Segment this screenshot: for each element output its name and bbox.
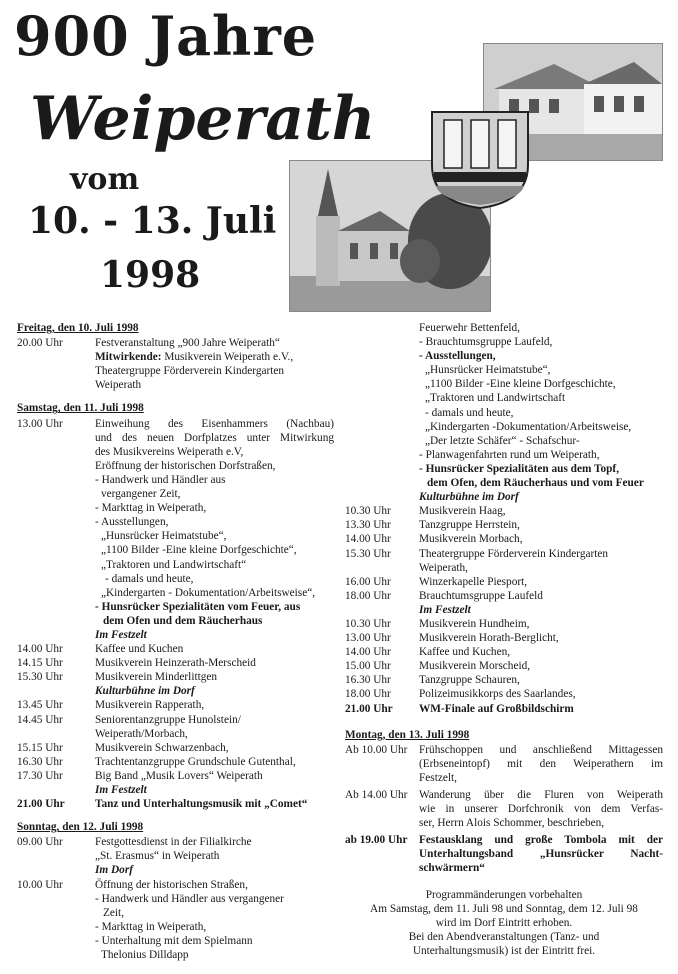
location-label: Im Festzelt xyxy=(95,784,147,796)
footer-note: Am Samstag, dem 11. Juli 98 und Sonntag, dem 12. Juli 98 xyxy=(370,902,638,915)
event-desc: Tanzgruppe Herrstein, xyxy=(419,519,520,532)
event-desc: - Unterhaltung mit dem Spielmann xyxy=(95,934,253,947)
event-desc: „Traktoren und Landwirtschaft xyxy=(425,392,566,405)
event-desc: und des neuen Dorfplatzes unter Mitwirkung xyxy=(95,431,334,444)
event-desc: Musikverein Morbach, xyxy=(419,533,523,546)
event-desc: Festveranstaltung „900 Jahre Weiperath“ xyxy=(95,337,280,350)
event-desc: - Handwerk und Händler aus vergangener xyxy=(95,892,284,905)
event-time: 15.00 Uhr xyxy=(345,660,391,673)
event-desc: Musikverein Morscheid, xyxy=(419,660,531,673)
event-desc: Weiperath/Morbach, xyxy=(95,727,188,740)
event-desc: Seniorentanzgruppe Hunolstein/ xyxy=(95,713,241,726)
event-desc: Festgottesdienst in der Filialkirche xyxy=(95,836,252,849)
title-line-1: 900 Jahre xyxy=(14,4,318,68)
event-desc: Unterhaltungsband „Hunsrücker Nacht- xyxy=(419,848,663,861)
right-column xyxy=(345,321,663,958)
event-desc: Thelonius Dilldapp xyxy=(101,949,189,962)
event-time: 18.00 Uhr xyxy=(345,688,391,701)
event-time: 21.00 Uhr xyxy=(17,798,65,811)
location-label: Kulturbühne im Dorf xyxy=(95,685,195,698)
event-desc: WM-Finale auf Großbildschirm xyxy=(419,702,574,715)
event-desc: Eröffnung der historischen Dorfstraßen, xyxy=(95,459,276,472)
event-time: 09.00 Uhr xyxy=(17,836,63,849)
saturday-heading: Samstag, den 11. Juli 1998 xyxy=(17,402,144,415)
event-desc: - Handwerk und Händler aus xyxy=(95,473,226,486)
title-year: 1998 xyxy=(100,254,201,296)
event-time: 10.00 Uhr xyxy=(17,878,63,891)
event-desc: Tanz und Unterhaltungsmusik mit „Comet“ xyxy=(95,798,308,811)
event-desc: - Hunsrücker Spezialitäten vom Feuer, aus xyxy=(95,600,301,613)
event-desc: „Traktoren und Landwirtschaft“ xyxy=(101,558,247,571)
event-time: 13.45 Uhr xyxy=(17,699,63,712)
event-desc: - damals und heute, xyxy=(425,406,514,419)
event-desc: „Hunsrücker Heimatstube“, xyxy=(101,530,227,543)
event-desc: dem Ofen, dem Räucherhaus und vom Feuer xyxy=(427,477,644,490)
event-time: 13.30 Uhr xyxy=(345,519,391,532)
event-desc: „Der letzte Schäfer“ - Schafschur- xyxy=(425,434,580,447)
event-desc: Musikverein Rapperath, xyxy=(95,699,205,712)
event-desc: Kaffee und Kuchen xyxy=(95,643,184,656)
event-desc: Feuerwehr Bettenfeld, xyxy=(419,322,521,334)
event-desc: Winzerkapelle Piesport, xyxy=(419,575,528,588)
event-desc: Musikverein Minderlittgen xyxy=(95,671,218,684)
event-time: 10.30 Uhr xyxy=(345,617,391,630)
event-desc: Weiperath xyxy=(95,379,142,392)
event-time: 20.00 Uhr xyxy=(17,337,63,350)
event-time: 16.00 Uhr xyxy=(345,575,391,588)
title-line-2: Weiperath xyxy=(30,84,376,154)
event-desc: vergangener Zeit, xyxy=(101,488,181,501)
event-time: 14.15 Uhr xyxy=(17,657,63,670)
event-desc: „Kindergarten -Dokumentation/Arbeitsweise, xyxy=(425,420,632,433)
footer-note: Unterhaltungsmusik) ist der Eintritt frei. xyxy=(412,944,596,957)
event-desc: des Musikvereins Weiperath e.V, xyxy=(95,445,244,458)
location-label: Im Festzelt xyxy=(419,603,471,616)
event-time: 15.30 Uhr xyxy=(345,547,391,560)
event-desc: „1100 Bilder -Eine kleine Dorfgeschichte, xyxy=(425,378,616,391)
event-desc: Wanderung über die Fluren von Weiperath xyxy=(419,789,663,801)
event-desc: - Ausstellungen, xyxy=(419,350,496,363)
event-desc: (Erbseneintopf) mit den Weiperathern im xyxy=(419,757,663,770)
event-desc: dem Ofen und dem Räucherhaus xyxy=(103,614,263,627)
event-time: 13.00 Uhr xyxy=(345,632,391,645)
event-desc: Musikverein Weiperath e.V., xyxy=(161,351,294,364)
event-time: 14.00 Uhr xyxy=(345,646,391,659)
footer-note: Bei den Abendveranstaltungen (Tanz- und xyxy=(408,930,600,943)
location-label: Im Dorf xyxy=(95,864,133,877)
event-desc: Brauchtumsgruppe Laufeld xyxy=(419,589,543,602)
event-time: 15.30 Uhr xyxy=(17,671,63,684)
event-desc: Polizeimusikkorps des Saarlandes, xyxy=(419,688,576,701)
location-label: Kulturbühne im Dorf xyxy=(419,491,519,504)
event-time: 14.00 Uhr xyxy=(345,533,391,546)
coat-of-arms xyxy=(430,110,530,210)
event-desc: „Hunsrücker Heimatstube“, xyxy=(425,364,551,377)
participants-label: Mitwirkende: xyxy=(95,351,162,364)
event-time: Ab 10.00 Uhr xyxy=(345,743,408,756)
title-dates: 10. - 13. Juli xyxy=(28,200,277,242)
event-desc: Kaffee und Kuchen, xyxy=(419,646,511,659)
event-desc: Festausklang und große Tombola mit der xyxy=(419,834,663,847)
footer-note: Programmänderungen vorbehalten xyxy=(425,888,583,901)
location-label: Im Festzelt xyxy=(95,628,147,641)
event-desc: Theatergruppe Förderverein Kindergarten xyxy=(95,365,285,378)
event-time: 18.00 Uhr xyxy=(345,589,391,602)
event-desc: wie in unserer Dorfchronik von dem Verfas- xyxy=(419,803,663,816)
event-desc: „Kindergarten - Dokumentation/Arbeitsweise“, xyxy=(101,586,316,599)
event-desc: - Hunsrücker Spezialitäten aus dem Topf, xyxy=(419,462,620,475)
event-desc: Öffnung der historischen Straßen, xyxy=(95,878,248,891)
footer-note: wird im Dorf Eintritt erhoben. xyxy=(435,916,573,929)
event-time: 14.00 Uhr xyxy=(17,643,63,656)
event-desc: - Markttag in Weiperath, xyxy=(95,502,207,515)
event-time: ab 19.00 Uhr xyxy=(345,834,408,847)
event-time: 14.45 Uhr xyxy=(17,713,63,726)
event-time: 13.00 Uhr xyxy=(17,417,63,430)
event-desc: Musikverein Horath-Berglicht, xyxy=(419,632,559,645)
event-time: 10.30 Uhr xyxy=(345,505,391,518)
title-vom: vom xyxy=(70,162,140,197)
event-desc: - Planwagenfahrten rund um Weiperath, xyxy=(419,448,600,461)
event-desc: Musikverein Hundheim, xyxy=(419,617,530,630)
event-desc: Festzelt, xyxy=(419,771,457,784)
event-desc: ser, Herrn Alois Schommer, beschrieben, xyxy=(419,817,605,830)
event-desc: Theatergruppe Förderverein Kindergarten xyxy=(419,547,609,560)
event-desc: Frühschoppen und anschließend Mittagessen xyxy=(419,743,663,756)
event-desc: - Ausstellungen, xyxy=(95,516,169,529)
event-desc: „St. Erasmus“ in Weiperath xyxy=(95,850,220,863)
event-desc: Musikverein Schwarzenbach, xyxy=(95,741,229,754)
event-time: 16.30 Uhr xyxy=(17,755,63,768)
event-desc: Big Band „Musik Lovers“ Weiperath xyxy=(95,769,263,782)
event-desc: - Markttag in Weiperath, xyxy=(95,920,207,933)
event-time: 21.00 Uhr xyxy=(345,702,393,715)
event-desc: Weiperath, xyxy=(419,561,468,574)
friday-heading: Freitag, den 10. Juli 1998 xyxy=(17,322,139,334)
event-time: Ab 14.00 Uhr xyxy=(345,789,408,801)
event-desc: - Brauchtumsgruppe Laufeld, xyxy=(419,336,553,349)
event-desc: Trachtentanzgruppe Grundschule Gutenthal, xyxy=(95,755,296,768)
event-time: 15.15 Uhr xyxy=(17,741,63,754)
monday-heading: Montag, den 13. Juli 1998 xyxy=(345,728,470,741)
event-desc: Zeit, xyxy=(103,906,125,919)
event-desc: „1100 Bilder -Eine kleine Dorfgeschichte“, xyxy=(101,544,297,557)
event-desc: Musikverein Haag, xyxy=(419,505,506,518)
event-desc: Musikverein Heinzerath-Merscheid xyxy=(95,657,256,670)
event-desc: Tanzgruppe Schauren, xyxy=(419,674,520,687)
event-time: 17.30 Uhr xyxy=(17,769,63,782)
left-column xyxy=(17,321,334,962)
event-time: 16.30 Uhr xyxy=(345,674,391,687)
event-desc: schwärmern“ xyxy=(419,862,485,875)
event-desc: - damals und heute, xyxy=(105,572,194,585)
sunday-heading: Sonntag, den 12. Juli 1998 xyxy=(17,821,144,834)
event-desc: Einweihung des Eisenhammers (Nachbau) xyxy=(95,417,334,430)
